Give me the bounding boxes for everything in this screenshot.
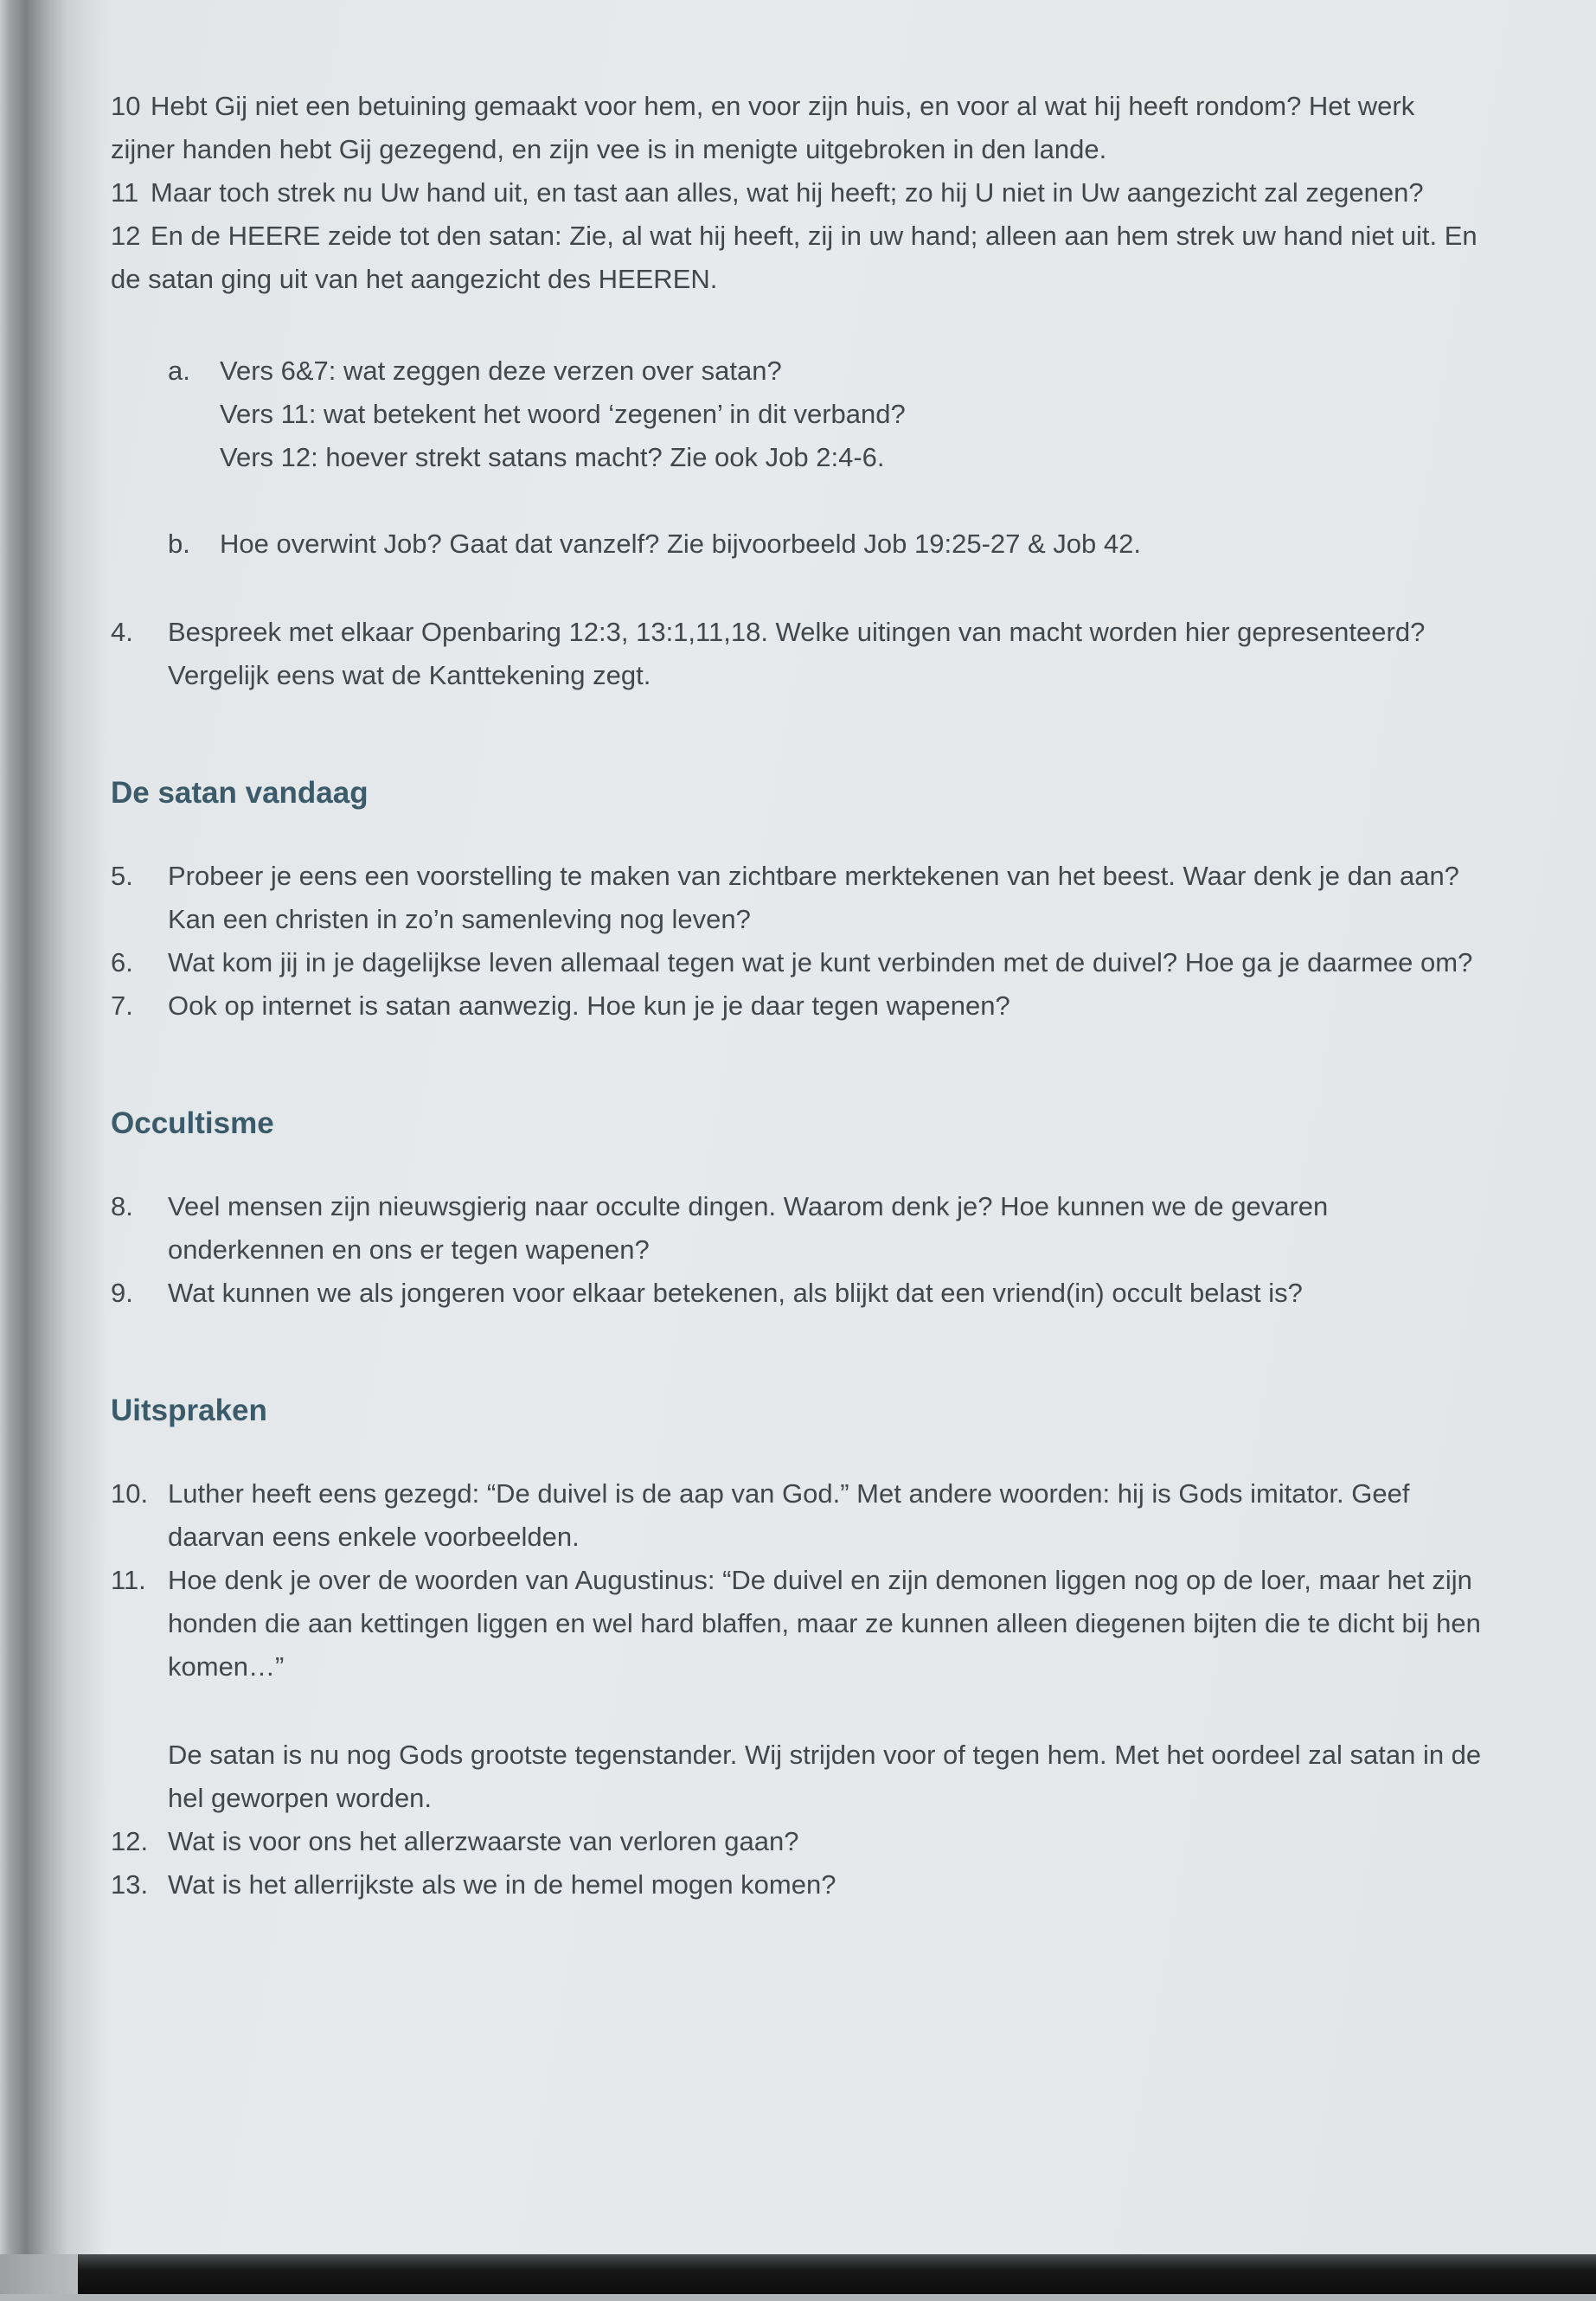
question-item-8	[111, 1185, 1483, 1272]
question-number: 7.	[111, 990, 133, 1021]
sub-question-a	[168, 349, 1483, 479]
question-text: Probeer je eens een voorstelling te maken van zichtbare merktekenen van het beest. Waar denk je dan aan? Kan een christen in zo’n samenleving nog leven?	[168, 861, 1459, 934]
verse-text: En de HEERE zeide tot den satan: Zie, al wat hij heeft, zij in uw hand; alleen aan hem strek uw hand niet uit. En de satan ging uit van het aangezicht des HEEREN.	[111, 221, 1477, 294]
sub-question-line: Vers 12: hoever strekt satans macht? Zie ook Job 2:4-6.	[220, 442, 885, 472]
question-item-5	[111, 855, 1483, 941]
section-heading-uitspraken: Uitspraken	[111, 1394, 267, 1427]
section-heading-de-satan-vandaag: De satan vandaag	[111, 776, 369, 810]
question-text: Luther heeft eens gezegd: “De duivel is de aap van God.” Met andere woorden: hij is Gods imitator. Geef daarvan eens enkele voorbeelden.	[168, 1478, 1410, 1552]
question-number: 8.	[111, 1191, 133, 1221]
section-heading-occultisme: Occultisme	[111, 1106, 274, 1140]
question-text: Wat is voor ons het allerzwaarste van verloren gaan?	[168, 1826, 799, 1856]
verse-paragraph	[111, 171, 1483, 215]
closing-paragraph: De satan is nu nog Gods grootste tegenstander. Wij strijden voor of tegen hem. Met het oordeel zal satan in de hel geworpen worden.	[168, 1740, 1482, 1813]
question-text: Wat kom jij in je dagelijkse leven allemaal tegen wat je kunt verbinden met de duivel? Hoe ga je daarmee om?	[168, 947, 1473, 977]
question-number: 12.	[111, 1826, 149, 1856]
question-item-7	[111, 984, 1483, 1028]
question-item-4	[111, 611, 1483, 697]
verse-text: Hebt Gij niet een betuining gemaakt voor hem, en voor zijn huis, en voor al wat hij heeft rondom? Het werk zijner handen hebt Gij gezegend, en zijn vee is in menigte uitgebroken in den lande.	[111, 91, 1415, 164]
verse-text: Maar toch strek nu Uw hand uit, en tast aan alles, wat hij heeft; zo hij U niet in Uw aangezicht zal zegenen?	[151, 177, 1424, 208]
question-text: Wat is het allerrijkste als we in de hemel mogen komen?	[168, 1869, 836, 1900]
scan-bottom-edge	[0, 2294, 1596, 2301]
question-text: Wat kunnen we als jongeren voor elkaar betekenen, als blijkt dat een vriend(in) occult belast is?	[168, 1278, 1303, 1308]
verse-paragraph	[111, 85, 1483, 171]
sub-question-b	[168, 522, 1483, 566]
book-bottom-dark-band	[78, 2254, 1596, 2294]
question-item-13	[111, 1863, 1483, 1907]
sub-question-lines	[220, 349, 1483, 479]
verse-number: 10	[111, 91, 141, 121]
question-number: 13.	[111, 1869, 149, 1900]
question-text: Veel mensen zijn nieuwsgierig naar occulte dingen. Waarom denk je? Hoe kunnen we de gevaren onderkennen en ons er tegen wapenen?	[168, 1191, 1329, 1265]
question-number: 6.	[111, 947, 133, 977]
question-number: 4.	[111, 617, 133, 647]
scan-bottom-left-edge	[0, 2254, 78, 2294]
book-spine-shadow	[0, 0, 108, 2301]
question-number: 11.	[111, 1565, 146, 1595]
verse-number: 12	[111, 221, 141, 251]
sub-question-lines	[220, 522, 1483, 566]
sub-question-line: Vers 6&7: wat zeggen deze verzen over satan?	[220, 356, 782, 386]
sub-question-line: Vers 11: wat betekent het woord ‘zegenen’ in dit verband?	[220, 399, 906, 429]
question-text: Bespreek met elkaar Openbaring 12:3, 13:1,11,18. Welke uitingen van macht worden hier gepresenteerd? Vergelijk eens wat de Kanttekening zegt.	[168, 617, 1426, 690]
question-item-6	[111, 941, 1483, 984]
question-item-9	[111, 1272, 1483, 1315]
question-number: 10.	[111, 1478, 149, 1509]
question-text: Ook op internet is satan aanwezig. Hoe kun je je daar tegen wapenen?	[168, 990, 1010, 1021]
verse-paragraph	[111, 215, 1483, 301]
sub-question-line: Hoe overwint Job? Gaat dat vanzelf? Zie bijvoorbeeld Job 19:25-27 & Job 42.	[220, 529, 1141, 559]
page-content	[111, 85, 1483, 1907]
question-number: 5.	[111, 861, 133, 891]
sub-question-label: b.	[168, 529, 190, 559]
scripture-passage	[111, 85, 1483, 301]
question-text: Hoe denk je over de woorden van Augustinus: “De duivel en zijn demonen liggen nog op de loer, maar het zijn honden die aan kettingen liggen en wel hard blaffen, maar ze kunnen alleen diegenen bijten die te dicht bij hen komen…”	[168, 1565, 1481, 1682]
verse-number: 11	[111, 177, 139, 208]
sub-question-label: a.	[168, 356, 190, 386]
question-item-12	[111, 1820, 1483, 1863]
question-number: 9.	[111, 1278, 133, 1308]
question-item-11	[111, 1559, 1483, 1689]
question-item-10	[111, 1472, 1483, 1559]
